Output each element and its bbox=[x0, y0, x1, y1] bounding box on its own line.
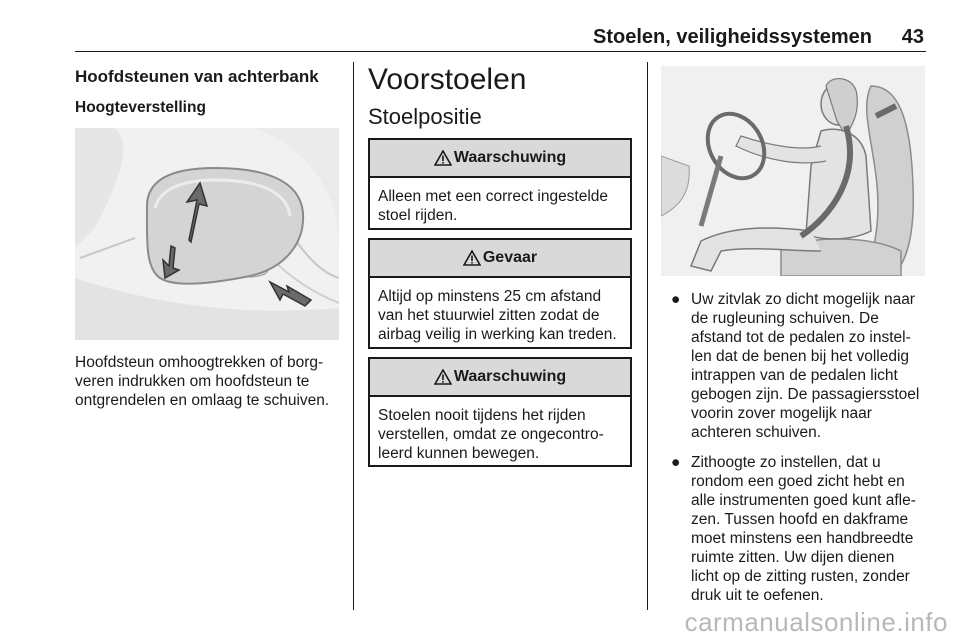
text-line: Stoelen nooit tijdens het rijden bbox=[378, 407, 586, 424]
header-title: Stoelen, veiligheidssystemen bbox=[593, 26, 872, 48]
warning-triangle-icon bbox=[434, 369, 452, 385]
text-line: voorin zover mogelijk naar bbox=[691, 405, 872, 422]
warning-box bbox=[368, 138, 632, 230]
column-divider-right bbox=[647, 62, 648, 610]
text-line: Zithoogte zo instellen, dat u bbox=[691, 454, 881, 471]
seating-instructions-list bbox=[668, 290, 930, 616]
danger-box bbox=[368, 238, 632, 349]
text-line: zen. Tussen hoofd en dakframe bbox=[691, 511, 909, 528]
text-line: achteren schuiven. bbox=[691, 424, 822, 441]
warning-box bbox=[368, 357, 632, 467]
text-line: licht op de zitting rusten, zonder bbox=[691, 568, 910, 585]
bullet-icon: ● bbox=[671, 291, 681, 308]
seating-position-illustration bbox=[661, 66, 925, 276]
danger-box-title: Gevaar bbox=[482, 249, 538, 266]
text-line: alle instrumenten goed kunt afle- bbox=[691, 492, 916, 509]
text-line: Hoofdsteun omhoogtrekken of borg- bbox=[75, 354, 324, 371]
text-line: gebogen zijn. De passagiersstoel bbox=[691, 386, 920, 403]
text-line: ruimte zitten. Uw dijen dienen bbox=[691, 549, 895, 566]
header-rule bbox=[75, 51, 926, 52]
warning-triangle-icon bbox=[434, 150, 452, 166]
watermark: carmanualsonline.info bbox=[684, 607, 948, 637]
text-line: intrappen van de pedalen licht bbox=[691, 367, 898, 384]
text-line: rondom een goed zicht hebt en bbox=[691, 473, 905, 490]
text-line: airbag veilig in werking kan treden. bbox=[378, 326, 617, 343]
list-item bbox=[668, 290, 930, 442]
headrest-instructions bbox=[75, 353, 350, 410]
warning-box-title: Waarschuwing bbox=[453, 368, 567, 385]
text-line: Alleen met een correct ingestelde bbox=[378, 188, 609, 205]
text-line: afstand tot de pedalen zo instel- bbox=[691, 329, 911, 346]
text-line: stoel rijden. bbox=[378, 207, 458, 224]
text-line: verstellen, omdat ze ongecontro- bbox=[378, 426, 604, 443]
text-line: moet minstens een handbreedte bbox=[691, 530, 914, 547]
danger-box-body bbox=[370, 278, 630, 344]
warning-triangle-icon bbox=[463, 250, 481, 266]
section-title: Stoelpositie bbox=[368, 104, 482, 129]
headrest-illustration bbox=[75, 128, 339, 340]
warning-box-body bbox=[370, 397, 630, 463]
text-line: druk uit te oefenen. bbox=[691, 587, 824, 604]
section-subheading: Hoogteverstelling bbox=[75, 99, 206, 116]
text-line: van het stuurwiel zitten zodat de bbox=[378, 307, 600, 324]
list-item bbox=[668, 453, 930, 605]
warning-box-header bbox=[370, 140, 630, 178]
column-divider-left bbox=[353, 62, 354, 610]
page-title: Voorstoelen bbox=[368, 63, 527, 96]
text-line: veren indrukken om hoofdsteun te bbox=[75, 373, 310, 390]
danger-box-header bbox=[370, 240, 630, 278]
warning-box-header bbox=[370, 359, 630, 397]
warning-box-body bbox=[370, 178, 630, 225]
warning-box-title: Waarschuwing bbox=[453, 149, 567, 166]
text-line: leerd kunnen bewegen. bbox=[378, 445, 540, 462]
bullet-icon: ● bbox=[671, 454, 681, 471]
page-number: 43 bbox=[901, 26, 924, 48]
text-line: Altijd op minstens 25 cm afstand bbox=[378, 288, 602, 305]
section-heading: Hoofdsteunen van achterbank bbox=[75, 67, 319, 86]
text-line: de rugleuning schuiven. De bbox=[691, 310, 879, 327]
text-line: Uw zitvlak zo dicht mogelijk naar bbox=[691, 291, 915, 308]
text-line: ontgrendelen en omlaag te schuiven. bbox=[75, 392, 330, 409]
text-line: len dat de benen bij het volledig bbox=[691, 348, 910, 365]
